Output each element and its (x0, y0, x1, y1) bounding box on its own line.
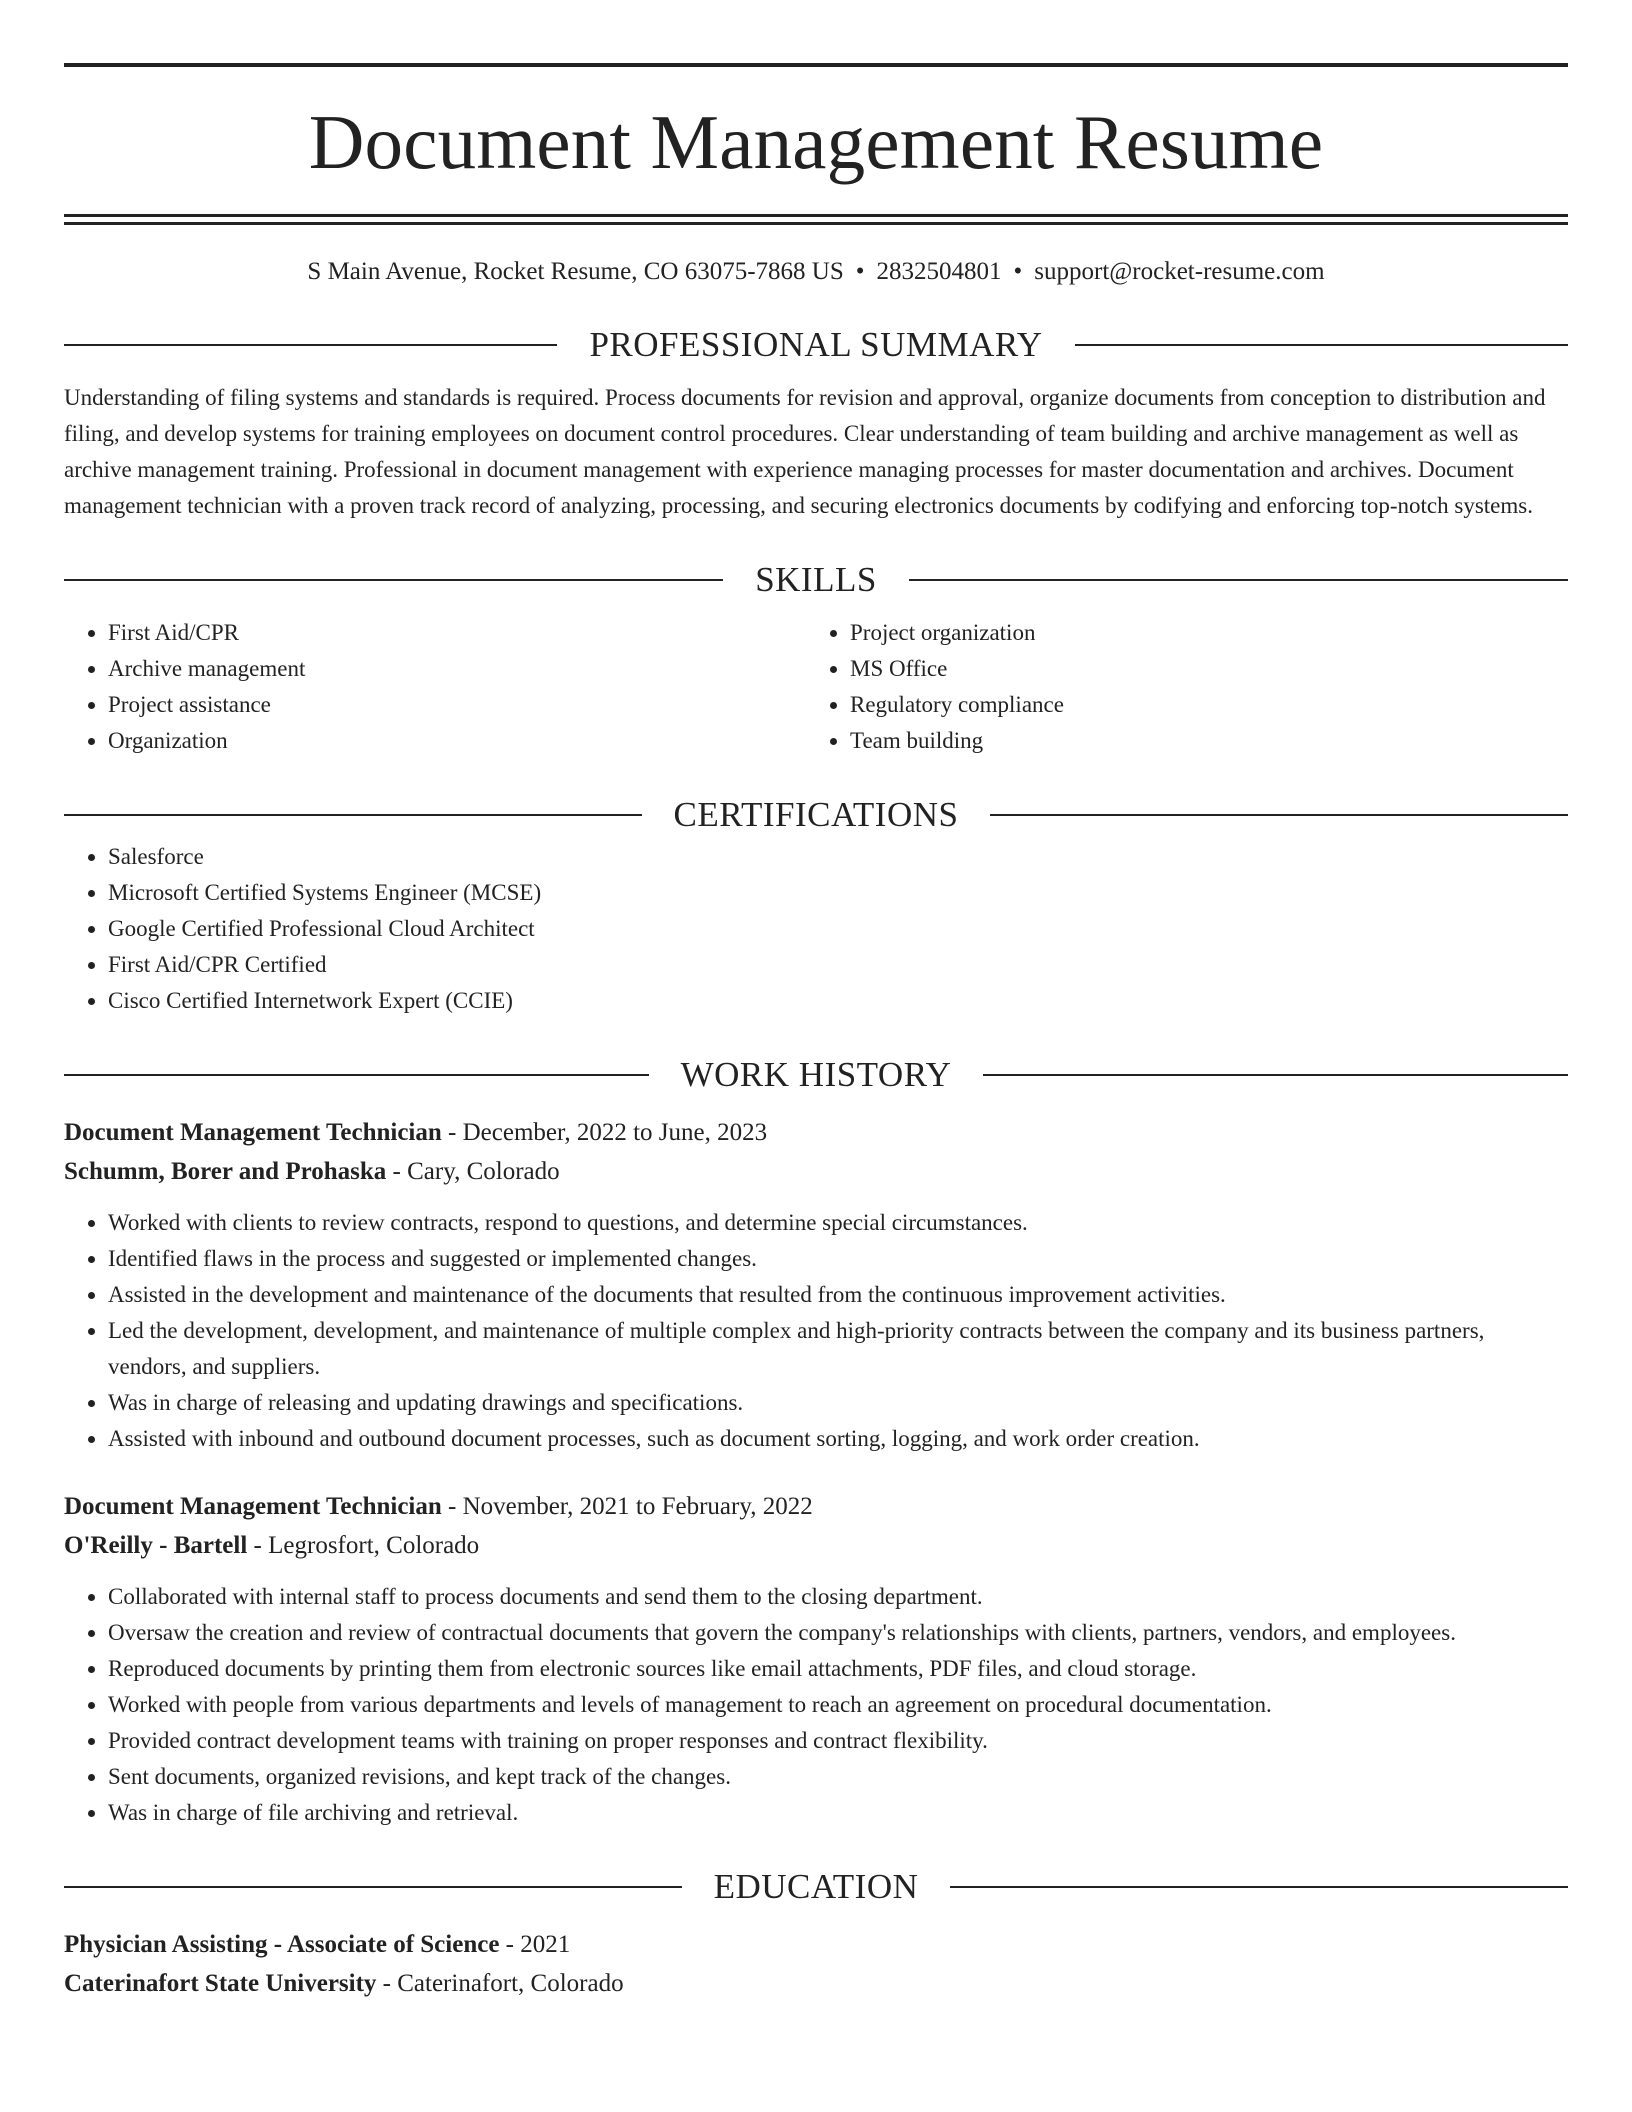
job-bullet: • Collaborated with internal staff to process documents and send them to the closing department. (108, 1579, 1568, 1615)
section-heading-summary (64, 321, 1568, 369)
skill-item: • Archive management (108, 651, 806, 687)
heading-rule (990, 814, 1568, 816)
contact-line (64, 255, 1568, 289)
job-location: - Cary, Colorado (392, 1158, 560, 1185)
job-company: O'Reilly - Bartell (64, 1532, 248, 1559)
skill-item: • Project organization (850, 615, 1548, 651)
education-degree: Physician Assisting - Associate of Science (64, 1931, 500, 1958)
certification-item: • Microsoft Certified Systems Engineer (MCSE) (108, 875, 1568, 911)
skill-item: • Organization (108, 723, 806, 759)
summary-text: Understanding of filing systems and standards is required. Process documents for revision and approval, organize documents from conception to distribution and filing, and develop systems for training employees on document control procedures. Clear understanding of team building and archive management as well as archive management training. Professional in document management with experience managing processes for master documentation and archives. Document management technician with a proven track record of analyzing, processing, and securing electronics documents by codifying and enforcing top-notch systems. (64, 385, 1546, 518)
title-double-rule (64, 214, 1568, 225)
education-entry (64, 1925, 1568, 2003)
skills-list (64, 615, 1568, 759)
document-title: Document Management Resume (308, 99, 1324, 185)
job-bullet: • Reproduced documents by printing them from electronic sources like email attachments, PDF files, and cloud storage. (108, 1651, 1568, 1687)
certifications-heading: CERTIFICATIONS (673, 795, 959, 834)
resume-page (64, 0, 1568, 2003)
skills-column-right (806, 615, 1548, 759)
job-bullet: • Identified flaws in the process and suggested or implemented changes. (108, 1241, 1568, 1277)
certification-item: • First Aid/CPR Certified (108, 947, 1568, 983)
job-dates: - November, 2021 to February, 2022 (448, 1493, 813, 1520)
top-rule (64, 63, 1568, 67)
contact-email: support@rocket-resume.com (1034, 258, 1325, 285)
job-location: - Legrosfort, Colorado (253, 1532, 480, 1559)
skill-item: • First Aid/CPR (108, 615, 806, 651)
summary-heading: PROFESSIONAL SUMMARY (589, 325, 1043, 364)
job-title-line (64, 1487, 1568, 1526)
contact-separator: • (855, 258, 865, 285)
heading-rule (64, 1886, 682, 1888)
section-heading-certifications (64, 791, 1568, 839)
heading-rule (64, 814, 642, 816)
skills-heading: SKILLS (755, 560, 877, 599)
job-title: Document Management Technician (64, 1119, 442, 1146)
job-title: Document Management Technician (64, 1493, 442, 1520)
education-year: - 2021 (505, 1931, 571, 1958)
job-bullet: • Worked with people from various departments and levels of management to reach an agreement on procedural documentation. (108, 1687, 1568, 1723)
job-bullet: • Assisted in the development and maintenance of the documents that resulted from the continuous improvement activities. (108, 1277, 1568, 1313)
job-company: Schumm, Borer and Prohaska (64, 1158, 387, 1185)
skill-item: • Regulatory compliance (850, 687, 1548, 723)
contact-address: S Main Avenue, Rocket Resume, CO 63075-7868 US (307, 258, 844, 285)
section-heading-skills (64, 556, 1568, 604)
job-entry (64, 1487, 1568, 1831)
skill-item: • Project assistance (108, 687, 806, 723)
certification-item: • Google Certified Professional Cloud Architect (108, 911, 1568, 947)
job-bullet: • Was in charge of file archiving and retrieval. (108, 1795, 1568, 1831)
job-entry (64, 1113, 1568, 1457)
job-bullets (64, 1579, 1568, 1831)
certifications-list (64, 839, 1568, 1019)
job-company-line (64, 1152, 1568, 1191)
job-title-line (64, 1113, 1568, 1152)
contact-phone: 2832504801 (876, 258, 1002, 285)
job-bullet: • Oversaw the creation and review of contractual documents that govern the company's relationships with clients, partners, vendors, and employees. (108, 1615, 1568, 1651)
section-heading-education (64, 1863, 1568, 1911)
job-bullet: • Assisted with inbound and outbound document processes, such as document sorting, logging, and work order creation. (108, 1421, 1568, 1457)
heading-rule (950, 1886, 1568, 1888)
education-degree-line (64, 1925, 1568, 1964)
job-bullet: • Provided contract development teams with training on proper responses and contract flexibility. (108, 1723, 1568, 1759)
job-dates: - December, 2022 to June, 2023 (448, 1119, 768, 1146)
certification-item: • Salesforce (108, 839, 1568, 875)
education-school-line (64, 1964, 1568, 2003)
contact-separator: • (1013, 258, 1023, 285)
skill-item: • MS Office (850, 651, 1548, 687)
job-bullets (64, 1205, 1568, 1457)
skills-column-left (64, 615, 806, 759)
education-school: Caterinafort State University (64, 1970, 377, 1997)
certification-item: • Cisco Certified Internetwork Expert (CCIE) (108, 983, 1568, 1019)
heading-rule (64, 579, 723, 581)
heading-rule (983, 1074, 1568, 1076)
skill-item: • Team building (850, 723, 1548, 759)
section-heading-work-history (64, 1051, 1568, 1099)
job-company-line (64, 1526, 1568, 1565)
job-bullet: • Was in charge of releasing and updating drawings and specifications. (108, 1385, 1568, 1421)
job-bullet: • Led the development, development, and maintenance of multiple complex and high-priority contracts between the company and its business partners, vendors, and suppliers. (108, 1313, 1568, 1385)
heading-rule (64, 1074, 649, 1076)
job-bullet: • Worked with clients to review contracts, respond to questions, and determine special circumstances. (108, 1205, 1568, 1241)
work-history-heading: WORK HISTORY (680, 1055, 952, 1094)
heading-rule (64, 344, 557, 346)
heading-rule (909, 579, 1568, 581)
job-bullet: • Sent documents, organized revisions, and kept track of the changes. (108, 1759, 1568, 1795)
education-location: - Caterinafort, Colorado (382, 1970, 624, 1997)
education-heading: EDUCATION (713, 1867, 919, 1906)
heading-rule (1075, 344, 1568, 346)
